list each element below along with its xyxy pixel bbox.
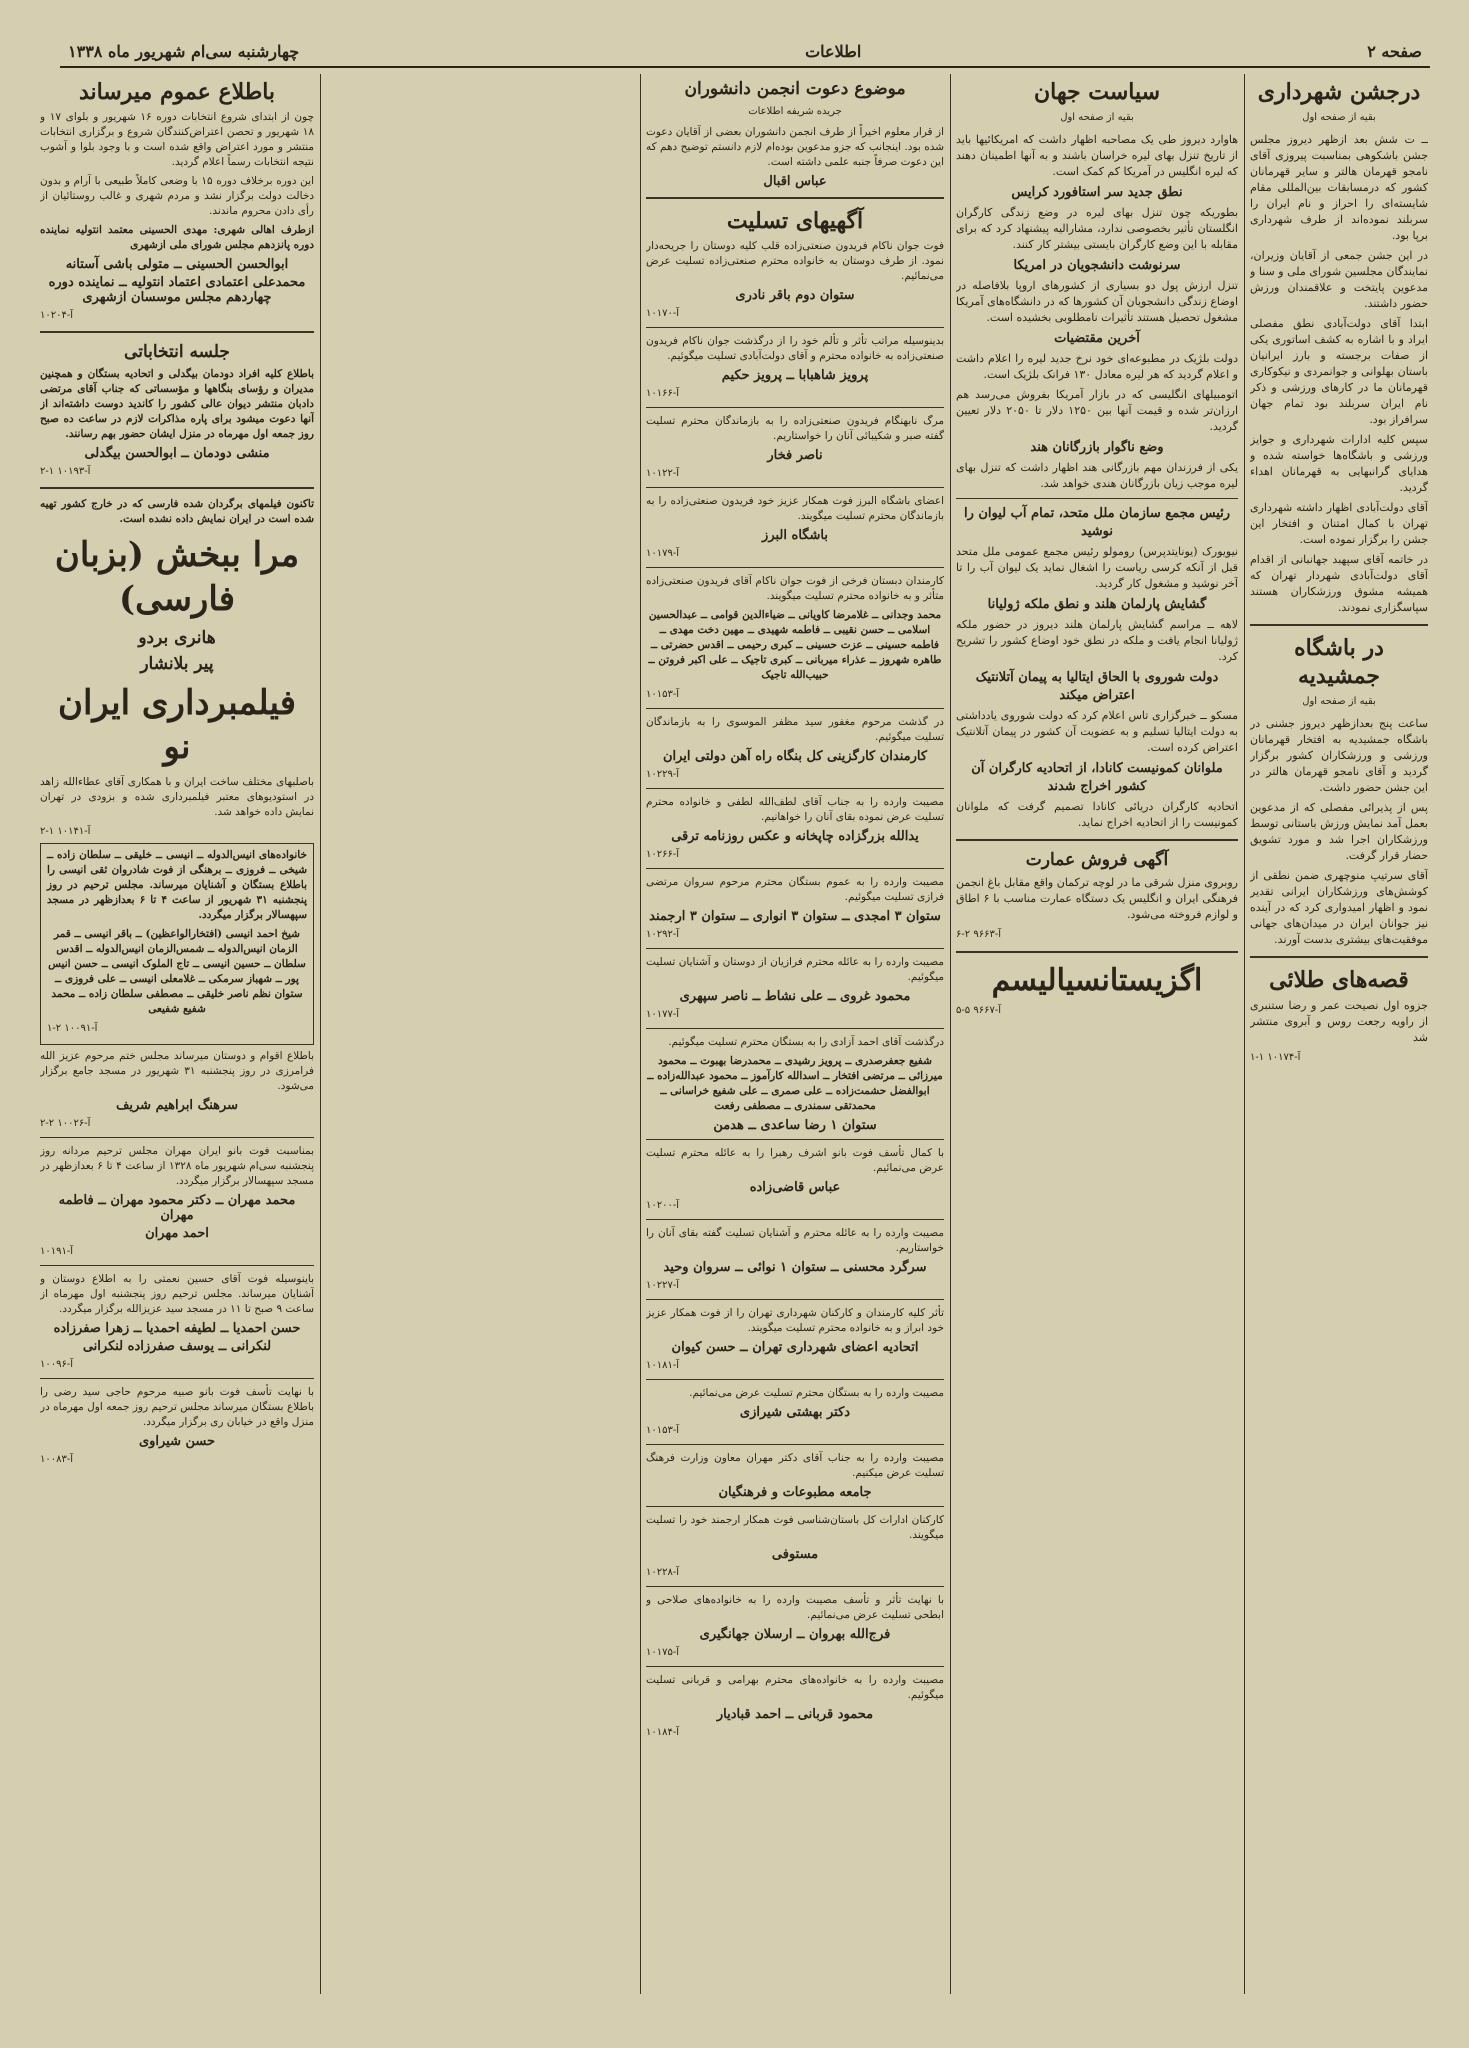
signature: ستوان دوم باقر نادری bbox=[735, 288, 855, 303]
ad-code: آ-۱۰۰۹۶ bbox=[40, 1359, 74, 1370]
notice-text: مصیبت وارده را به عموم بستگان محترم مرحوم سروان مرتضی فرازی تسلیت میگوئیم. bbox=[646, 876, 944, 903]
ad-code: آ-۱۰۲۲۹ bbox=[646, 769, 680, 780]
headline-jamshidieh: در باشگاه جمشیدیه bbox=[1294, 635, 1384, 689]
column-divider bbox=[950, 74, 951, 1994]
ad-title-building-sale: آگهی فروش عمارت bbox=[1025, 850, 1169, 870]
signature: ستوان ۱ رضا ساعدی ــ هدمن bbox=[713, 1118, 877, 1133]
divider bbox=[646, 1666, 944, 1667]
signature: لنکرانی ــ یوسف صفرزاده لنکرانی bbox=[82, 1339, 272, 1354]
paragraph: لاهه ــ مراسم گشایش پارلمان هلند دیروز در حضور ملکه ژولیانا انجام یافت و ملکه در نطق خود اوضاع کشور را تشریح کرد. bbox=[956, 618, 1238, 663]
ad-code: آ-۱۰۱۸۴ bbox=[646, 1727, 680, 1738]
signature: سرهنگ ابراهیم شریف bbox=[115, 1098, 239, 1113]
paper-name: اطلاعات bbox=[805, 41, 862, 61]
paragraph: با نهایت تأسف فوت بانو صبیه مرحوم حاجی سید رضی را باطلاع بستگان میرساند مجلس ترحیم روز جمعه اول مهرماه در منزل واقع در خیابان ری برگزار میگردد. bbox=[40, 1386, 314, 1428]
subheading: ملوانان کمونیست کانادا، از اتحادیه کارگران آن کشور اخراج شدند bbox=[971, 761, 1223, 794]
continued-note: بقیه از صفحه اول bbox=[1302, 696, 1376, 707]
divider bbox=[646, 1379, 944, 1380]
paragraph: ازطرف اهالی شهری: مهدی الحسینی معتمد انتولیه نماینده دوره پانزدهم مجلس شورای ملی ازشهری bbox=[40, 224, 314, 251]
subheading: نطق جدید سر استافورد کرایس bbox=[1011, 185, 1183, 200]
divider bbox=[646, 788, 944, 789]
signature: یدالله بزرگزاده چاپخانه و عکس روزنامه ترقی bbox=[671, 829, 919, 844]
divider bbox=[956, 839, 1238, 841]
notice-text: درگذشت آقای احمد آزادی را به بستگان محترم تسلیت میگوئیم. bbox=[668, 1036, 944, 1048]
paragraph: ساعت پنج بعدازظهر دیروز جشنی در باشگاه جمشیدیه به افتخار قهرمانان ورزشی و ورزشکاران کشور برگزار گردید و آقای نامجو قهرمان هالتر در این جشن حضور داشت. bbox=[1250, 717, 1428, 794]
notice-text: مصیبت وارده را به جناب آقای لطف‌الله لطفی و خانواده محترم تسلیت عرض نموده بقای آنان را خواهانیم. bbox=[646, 796, 944, 823]
headline-condolences: آگهیهای تسلیت bbox=[726, 208, 864, 234]
notice-text: با کمال تأسف فوت بانو اشرف رهبرا را به عائله محترم تسلیت عرض می‌نمائیم. bbox=[646, 1147, 944, 1174]
paragraph: اتومبیلهای انگلیسی که در بازار آمریکا بفروش می‌رسد هم ارزان‌تر شده و قیمت آنها بین ۱۲۵۰ دلار تا ۲۰۵۰ دلار تعیین گردید. bbox=[956, 388, 1238, 433]
notice-text: اعضای باشگاه البرز فوت همکار عزیز خود فریدون صنعتی‌زاده را به بازماندگان محترم تسلیت میگویند. bbox=[646, 495, 944, 522]
signature: جامعه مطبوعات و فرهنگیان bbox=[718, 1485, 872, 1500]
paragraph: آقای دولت‌آبادی اظهار داشته شهرداری تهران با کمال امتنان و افتخار این جشن را برگزار نموده است. bbox=[1250, 501, 1428, 546]
subheading: آخرین مقتضیات bbox=[1054, 331, 1140, 346]
divider bbox=[646, 567, 944, 568]
paragraph: باطلاع اقوام و دوستان میرساند مجلس ختم مرحوم عزیز الله فرامرزی در روز پنجشنبه ۳۱ شهریور در مسجد جامع برگزار می‌شود. bbox=[40, 1050, 314, 1092]
divider bbox=[646, 197, 944, 199]
paragraph: در خاتمه آقای سپهبد جهانبانی از اقدام آقای دولت‌آبادی شهردار تهران که همیشه مشوق ورزشکاران هستند سپاسگزاری نمودند. bbox=[1250, 553, 1428, 614]
subheading: جریده شریفه اطلاعات bbox=[748, 106, 842, 117]
notice-text: کارکنان ادارات کل باستان‌شناسی فوت همکار ارجمند خود را تسلیت میگویند. bbox=[646, 1514, 944, 1541]
subheading: رئیس مجمع سازمان ملل متحد، تمام آب لیوان را نوشید bbox=[963, 506, 1231, 539]
divider bbox=[646, 1506, 944, 1507]
divider bbox=[956, 951, 1238, 953]
paragraph: آقای سرتیپ منوچهری ضمن نطقی از کوشش‌های ورزشکاران ایرانی تقدیر نمود و اظهار امیدواری کرد که در آینده نیز جوانان ایران در میدان‌های جهانی موفقیت‌های بیشتری بدست آورند. bbox=[1250, 869, 1428, 946]
subheading: وضع ناگوار بازرگانان هند bbox=[1030, 440, 1164, 455]
film-title: مرا ببخش (بزبان فارسی) bbox=[54, 535, 300, 619]
signature: ابوالحسن الحسینی ــ متولی باشی آستانه bbox=[65, 257, 289, 272]
notice-text: با نهایت تأثر و تأسف مصیبت وارده را به خانواده‌های صلاحی و ابطحی تسلیت عرض می‌نمائیم. bbox=[646, 1594, 944, 1621]
paragraph: از قرار معلوم اخیراً از طرف انجمن دانشوران بعضی از آقایان دعوت شده بود. اینجانب که جزو مدعوین بوده‌ام لازم دانستم توضیح دهم که این دعوت صرفاً جنبه علمی داشته است. bbox=[646, 126, 944, 168]
signature: ناصر فخار bbox=[767, 448, 823, 463]
paragraph: بمناسبت فوت بانو ایران مهران مجلس ترحیم مردانه روز پنجشنبه سی‌ام شهریور ماه ۱۳۲۸ از ساعت ۴ تا ۶ بعدازظهر در مسجد سپهسالار برگزار میگردد. bbox=[40, 1145, 314, 1187]
ad-code: آ-۱۰۱۴۱ ۱-۲ bbox=[40, 826, 91, 837]
ad-text: روبروی منزل شرقی ما در لوچه ترکمان واقع مقابل باغ انجمن فرهنگی ایران و انگلیس یک دستگاه عمارت مناسب با ۶ اطاق و لوازم فروخته می‌شود. bbox=[956, 876, 1238, 921]
subheading: سرنوشت دانشجویان در امریکا bbox=[1013, 258, 1181, 273]
column-world-politics bbox=[956, 74, 1238, 2004]
bordered-notice bbox=[40, 843, 314, 1045]
headline-municipality: درجشن شهرداری bbox=[1257, 79, 1421, 105]
signature: عباس اقبال bbox=[763, 174, 827, 189]
divider bbox=[40, 1265, 314, 1266]
divider bbox=[1250, 956, 1428, 958]
column-divider bbox=[1244, 74, 1245, 1994]
subheading: گشایش پارلمان هلند و نطق ملکه ژولیانا bbox=[987, 597, 1207, 612]
continued-note: بقیه از صفحه اول bbox=[1060, 112, 1134, 123]
divider bbox=[646, 1299, 944, 1300]
divider bbox=[40, 331, 314, 333]
notice-text: مصیبت وارده را به عائله محترم و آشنایان تسلیت گفته بقای آنان را خواستاریم. bbox=[646, 1227, 944, 1254]
notice-text: خانواده‌های انیس‌الدوله ــ انیسی ــ خلیقی ــ سلطان زاده ــ شیخی ــ فروزی ــ برهنگی از فوت شادروان ثقی انیسی را باطلاع بستگان و آشنایان میرساند. مجلس ترحیم در روز پنجشنبه ۳۱ شهریور از ساعت ۴ تا ۶ بعدازظهر در مسجد سپهسالار برگزار میگردد. bbox=[47, 849, 308, 921]
continued-note: بقیه از صفحه اول bbox=[1302, 112, 1376, 123]
ad-code: آ-۹۶۶۷ ۵-۵ bbox=[956, 1005, 1001, 1016]
signature: پرویز شاهبابا ــ پرویز حکیم bbox=[721, 368, 869, 383]
signature: اتحادیه اعضای شهرداری تهران ــ حسن کیوان bbox=[671, 1340, 919, 1355]
signature: عباس قاضی‌زاده bbox=[749, 1180, 841, 1195]
column-municipality bbox=[1250, 74, 1428, 2004]
signature: کارمندان کارگزینی کل بنگاه راه آهن دولتی ایران bbox=[662, 749, 928, 764]
divider bbox=[646, 1444, 944, 1445]
signature-list: محمد وجدانی ــ غلامرضا کاویانی ــ ضیاءالدین قوامی ــ عبدالحسین اسلامی ــ حسن نقیبی ــ فاطمه شهیدی ــ مهین دخت مهدی ــ فاطمه حسینی ــ عزت حسینی ــ کبری رحیمی ــ اقدس حضرتی ــ طاهره شهروز ــ عذراء میربانی ــ کبری تاجیک ــ علی اکبر فروتن ــ حبیب‌الله تاجیک bbox=[648, 609, 942, 681]
ad-code: آ-۱۰۲۰۴ bbox=[40, 310, 74, 321]
ad-code: آ-۱۰۱۸۱ bbox=[646, 1360, 680, 1371]
ad-code: آ-۱۰۱۷۵ bbox=[646, 1647, 680, 1658]
notice-text: مصیبت وارده را به جناب آقای دکتر مهران معاون وزارت فرهنگ تسلیت عرض میکنیم. bbox=[646, 1452, 944, 1479]
ad-code: آ-۱۰۱۷۹ bbox=[646, 548, 680, 559]
headline-world-politics: سیاست جهان bbox=[1033, 79, 1161, 105]
paragraph: یکی از فرزندان مهم بازرگانی هند اظهار داشت که تنزل بهای لیره موجب زیان بازرگانان هندی خواهد شد. bbox=[956, 461, 1238, 490]
headline-election-meeting: جلسه انتخاباتی bbox=[124, 342, 230, 362]
film-credit: پیر بلانشار bbox=[140, 654, 214, 674]
ad-code: آ-۱۰۲۶۶ bbox=[646, 849, 680, 860]
signature-list: شیخ احمد انیسی (افتخارالواعظین) ــ باقر انیسی ــ قمر الزمان انیس‌الدوله ــ شمس‌الزمان انیس‌الدوله ــ اقدس سلطان ــ حسین انیسی ــ تاج الملوک انیسی ــ حسن انیس پور ــ شهباز سرمکی ــ غلامعلی انیسی ــ علی فروزی ــ ستوان نظم ناصر خلیقی ــ مصطفی سلطان زاده ــ محمد شفیع شفیعی bbox=[48, 928, 306, 1015]
divider bbox=[956, 498, 1238, 499]
ad-code: آ-۹۶۶۳ ۲-۶ bbox=[956, 929, 1001, 940]
paragraph: این دوره برخلاف دوره ۱۵ با وضعی کاملاً طبیعی با آرام و بدون دخالت دولت برگزار نشد و مردم شهری و غالب روستائیان از رأی دادن محروم ماندند. bbox=[40, 175, 314, 217]
ad-code: آ-۱۰۲۲۷ bbox=[646, 1280, 680, 1291]
film-credit: هانری بردو bbox=[138, 628, 216, 648]
divider bbox=[40, 1378, 314, 1379]
paragraph: تنزل ارزش پول دو بسیاری از کشورهای اروپا بلافاصله در اوضاع زندگی دانشجویان آن کشورها که در دانشگاه‌های آمریکا مشغول تحصیل هستند تأثیرات نامطلوبی بخشیده است. bbox=[956, 279, 1238, 324]
signature: سرگرد محسنی ــ ستوان ۱ نوائی ــ سروان وحید bbox=[663, 1260, 927, 1275]
notice-text: مرگ نابهنگام فریدون صنعتی‌زاده را به بازماندگان محترم تسلیت گفته صبر و شکیبائی آنان را خواستاریم. bbox=[646, 415, 944, 442]
signature: حسن شیراوی bbox=[138, 1434, 216, 1449]
signature: محمدعلی اعتمادی اعتماد انتولیه ــ نماینده دوره چهاردهم مجلس موسسان ازشهری bbox=[48, 275, 306, 305]
ad-code: آ-۱۰۱۵۳ bbox=[646, 1425, 680, 1436]
divider bbox=[40, 1137, 314, 1138]
ad-code: آ-۱۰۰۲۶ ۲-۲ bbox=[40, 1118, 91, 1129]
ad-title-golden-stories: قصه‌های طلائی bbox=[1269, 967, 1409, 993]
paragraph: مسکو ــ خبرگزاری تاس اعلام کرد که دولت شوروی یادداشتی به دولت ایتالیا تسلیم و به عضویت آن کشور در پیمان آتلانتیک اعتراض کرده است. bbox=[956, 709, 1238, 754]
headline-scholars-assoc: موضوع دعوت انجمن دانشوران bbox=[684, 79, 906, 99]
ad-code: آ-۱۰۱۷۷ bbox=[646, 1009, 680, 1020]
divider bbox=[646, 487, 944, 488]
signature: محمود قربانی ــ احمد قبادیار bbox=[716, 1707, 874, 1722]
paragraph: اتحادیه کارگران دریائی کانادا تصمیم گرفت که ملوانان کمونیست را از اتحادیه اخراج نماید. bbox=[956, 800, 1238, 829]
signature: محمد مهران ــ دکتر محمود مهران ــ فاطمه مهران bbox=[58, 1193, 296, 1223]
signature: فرج‌الله بهروان ــ ارسلان جهانگیری bbox=[699, 1627, 891, 1642]
notice-text: مصیبت وارده را به عائله محترم فرازیان از دوستان و آشنایان تسلیت میگوئیم. bbox=[646, 956, 944, 983]
paragraph: دولت بلژیک در مطبوعه‌ای خود نرخ جدید لیره را اعلام داشت و اعلام گردید که هر لیره معادل ۱۳۰ فرانک بلژیک است. bbox=[956, 352, 1238, 381]
divider bbox=[646, 868, 944, 869]
signature: حسن احمدیا ــ لطیفه احمدیا ــ زهرا صفرزاده bbox=[53, 1321, 301, 1336]
divider bbox=[646, 1586, 944, 1587]
divider bbox=[40, 487, 314, 489]
signature: احمد مهران bbox=[145, 1226, 209, 1241]
ad-code: آ-۱۰۱۶۶ bbox=[646, 388, 680, 399]
signature: دکتر بهشتی شیرازی bbox=[739, 1405, 851, 1420]
signature: محمود غروی ــ علی نشاط ــ ناصر سپهری bbox=[679, 989, 911, 1004]
studio-name: فیلمبرداری ایران نو bbox=[58, 683, 296, 767]
ad-code: آ-۱۰۱۷۴ ۱-۱ bbox=[1250, 1052, 1301, 1063]
notice-text: تأثر کلیه کارمندان و کارکنان شهرداری تهران را از فوت همکار عزیز خود ابراز و به خانواده محترم تسلیت میگویند. bbox=[646, 1307, 944, 1334]
divider bbox=[646, 948, 944, 949]
column-divider bbox=[640, 74, 641, 1994]
paragraph: باصلبهای مختلف ساخت ایران و با همکاری آقای عطاءالله زاهد در استودیوهای معتبر فیلمبرداری شده و بزودی در تهران نمایش داده خواهد شد. bbox=[40, 776, 314, 818]
signature: مستوفی bbox=[771, 1547, 819, 1562]
signature: ستوان ۳ امجدی ــ ستوان ۳ انواری ــ ستوان ۳ ارجمند bbox=[649, 909, 941, 924]
ad-existentialism: اگزیستانسیالیسم bbox=[991, 963, 1203, 998]
ad-text: جزوه اول نصیحت عمر و رضا ستنبری از راویه رجعت روس و آبروی منتشر شد bbox=[1250, 999, 1428, 1044]
ad-code: آ-۱۰۰۸۳ bbox=[40, 1454, 74, 1465]
signature: منشی دودمان ــ ابوالحسن بیگدلی bbox=[84, 446, 270, 461]
divider bbox=[646, 1219, 944, 1220]
paragraph: باطلاع کلیه افراد دودمان بیگدلی و اتحادیه بستگان و همچنین مدیران و رؤسای بنگاهها و مؤسساتی که جناب آقای مرتضی دادبان منتشر دیوان عالی کشور را کاندید دوست داشته‌اند از آنها دعوت میشود برای پاره مذاکرات لازم در ساعت ده صبح روز جمعه اول مهرماه در منزل ایشان حضور بهم رسانند. bbox=[40, 368, 314, 440]
paragraph: ــ ت شش بعد ازظهر دیروز مجلس جشن باشکوهی بمناسبت پیروزی آقای نامجو قهرمان هالتر و سایر قهرمانان کشور که درمسابقات بین‌المللی مقام شایسته‌ای را احراز و نام ایران را سربلند نموده‌اند از طرف شهرداری برپا بود. bbox=[1250, 133, 1428, 242]
issue-date: چهارشنبه سی‌ام شهریور ماه ۱۳۳۸ bbox=[68, 41, 300, 61]
paragraph: چون از ابتدای شروع انتخابات دوره ۱۶ شهریور و بلوای ۱۷ و ۱۸ شهریور و تحصن اعتراض‌کنندگان شروع و برگزاری انتخابات منتشر و مورد اعتراض واقع شده است و با وجود بلوا و آشوب نتیجه انتخابات رسماً اعلام گردید. bbox=[40, 111, 314, 168]
ad-code: آ-۱۰۲۹۲ bbox=[646, 929, 680, 940]
subheading: دولت شوروی با الحاق ایتالیا به پیمان آتلانتیک اعتراض میکند bbox=[975, 670, 1219, 703]
notice-text: فوت جوان ناکام فریدون صنعتی‌زاده قلب کلیه دوستان را جریحه‌دار نمود. از طرف دوستان به خانواده محترم صنعتی‌زاده تسلیت عرض می‌نمائیم. bbox=[646, 240, 944, 282]
notice-text: مصیبت وارده را به بستگان محترم تسلیت عرض می‌نمائیم. bbox=[689, 1387, 944, 1399]
paragraph: تاکنون فیلمهای برگردان شده فارسی که در خارج کشور تهیه شده است در ایران نمایش داده نشده است. bbox=[40, 498, 314, 525]
column-condolences bbox=[646, 74, 944, 2004]
paragraph: در این جشن جمعی از آقایان وزیران، نمایندگان مجلسین شورای ملی و سنا و مدعوین پایتخت و علاقمندان ورزش حضور داشتند. bbox=[1250, 249, 1428, 310]
ad-code: آ-۱۰۲۲۸ bbox=[646, 1567, 680, 1578]
paragraph: هاوارد دیروز طی یک مصاحبه اظهار داشت که امریکائیها باید از تاریخ تنزل بهای لیره خراسان باشند و به آنها اطمینان دهند که لیره انگلیس در آمریکا کم کمک است. bbox=[956, 133, 1238, 178]
headline-public-notice: باطلاع عموم میرساند bbox=[78, 79, 276, 105]
masthead bbox=[60, 36, 1430, 68]
notice-text: بدینوسیله مراتب تأثر و تألم خود را از درگذشت جوان ناکام فریدون صنعتی‌زاده به خانواده محترم و آقای دولت‌آبادی تسلیت میگوئیم. bbox=[646, 335, 944, 362]
notice-text: مصیبت وارده را به خانواده‌های محترم بهرامی و قربانی تسلیت میگوئیم. bbox=[646, 1674, 944, 1701]
notice-text: در گذشت مرحوم مغفور سید مظفر الموسوی را به بازماندگان تسلیت میگوئیم. bbox=[646, 716, 944, 743]
paragraph: باینوسیله فوت آقای حسین نعمتی را به اطلاع دوستان و آشنایان میرساند. مجلس ترحیم روز پنجشنبه اول مهرماه از ساعت ۹ صبح تا ۱۱ در مسجد سید عزیزالله برگزار میگردد. bbox=[40, 1273, 314, 1315]
divider bbox=[646, 407, 944, 408]
divider bbox=[1250, 624, 1428, 626]
ad-code: آ-۱۰۱۵۳ bbox=[646, 689, 680, 700]
column-notices bbox=[40, 74, 314, 2004]
divider bbox=[646, 327, 944, 328]
paragraph: نیویورک (یونایتدپرس) رومولو رئیس مجمع عمومی ملل متحد قبل از آنکه کرسی ریاست را اشغال نماید یک لیوان آب را تا آخر نوشید و مشغول کار گردید. bbox=[956, 545, 1238, 590]
paragraph: ابتدا آقای دولت‌آبادی نطق مفصلی ایراد و با اشاره به کشف اساتوری یکی از صفات برجسته و بارز ایرانیان باستان بهلوانی و جوانمردی و نیکوکاری قهرمانان ما در کارهای ورزشی و ذکر نام ایران سربلند بود تمام جهان سرافراز بود. bbox=[1250, 317, 1428, 426]
ad-code: آ-۱۰۱۹۱ bbox=[40, 1246, 74, 1257]
ad-code: آ-۱۰۲۰۰ bbox=[646, 1200, 680, 1211]
ad-code: آ-۱۰۱۲۲ bbox=[646, 468, 680, 479]
divider bbox=[646, 708, 944, 709]
paragraph: پس از پذیرائی مفصلی که از مدعوین بعمل آمد نمایش ورزش باستانی توسط ورزشکاران اجرا شد و مورد تشویق حضار قرار گرفت. bbox=[1250, 801, 1428, 862]
signature: باشگاه البرز bbox=[762, 528, 828, 543]
ad-code: آ-۱۰۱۹۳ ۱-۲ bbox=[40, 466, 91, 477]
page-number: صفحه ۲ bbox=[1367, 41, 1422, 61]
divider bbox=[646, 1028, 944, 1029]
ad-code: آ-۱۰۰۹۱ ۲-۱ bbox=[47, 1023, 98, 1034]
ad-code: آ-۱۰۱۷۰ bbox=[646, 308, 680, 319]
divider bbox=[646, 1139, 944, 1140]
notice-text: کارمندان دبستان فرخی از فوت جوان ناکام آقای فریدون صنعتی‌زاده متأثر و به خانواده محترم تسلیت میگویند. bbox=[646, 575, 944, 602]
column-divider bbox=[320, 74, 321, 1994]
paragraph: سپس کلیه ادارات شهرداری و جوایز ورزشی و باشگاه‌ها خواسته شده و هدایای گرانبهایی به قهرمانان اهداء گردید. bbox=[1250, 433, 1428, 494]
paragraph: بطوریکه چون تنزل بهای لیره در وضع زندگی کارگران انگلستان تأثیر بخصوصی ندارد، مشارالیه پیشنهاد کرد که برای مقابله با این وضع کارگران بایستی بیشتر کار کنند. bbox=[956, 206, 1238, 251]
signature-list: شفیع جعفرصدری ــ پرویز رشیدی ــ محمدرضا بهبوت ــ محمود میرزائی ــ مرتضی افتخار ــ اسدالله کارآموز ــ محمود عبدالله‌زاده ــ ابوالفضل حشمت‌زاده ــ علی صمری ــ علی شفیع خراسانی ــ محمدتقی سمندری ــ مصطفی رفعت bbox=[647, 1055, 943, 1112]
